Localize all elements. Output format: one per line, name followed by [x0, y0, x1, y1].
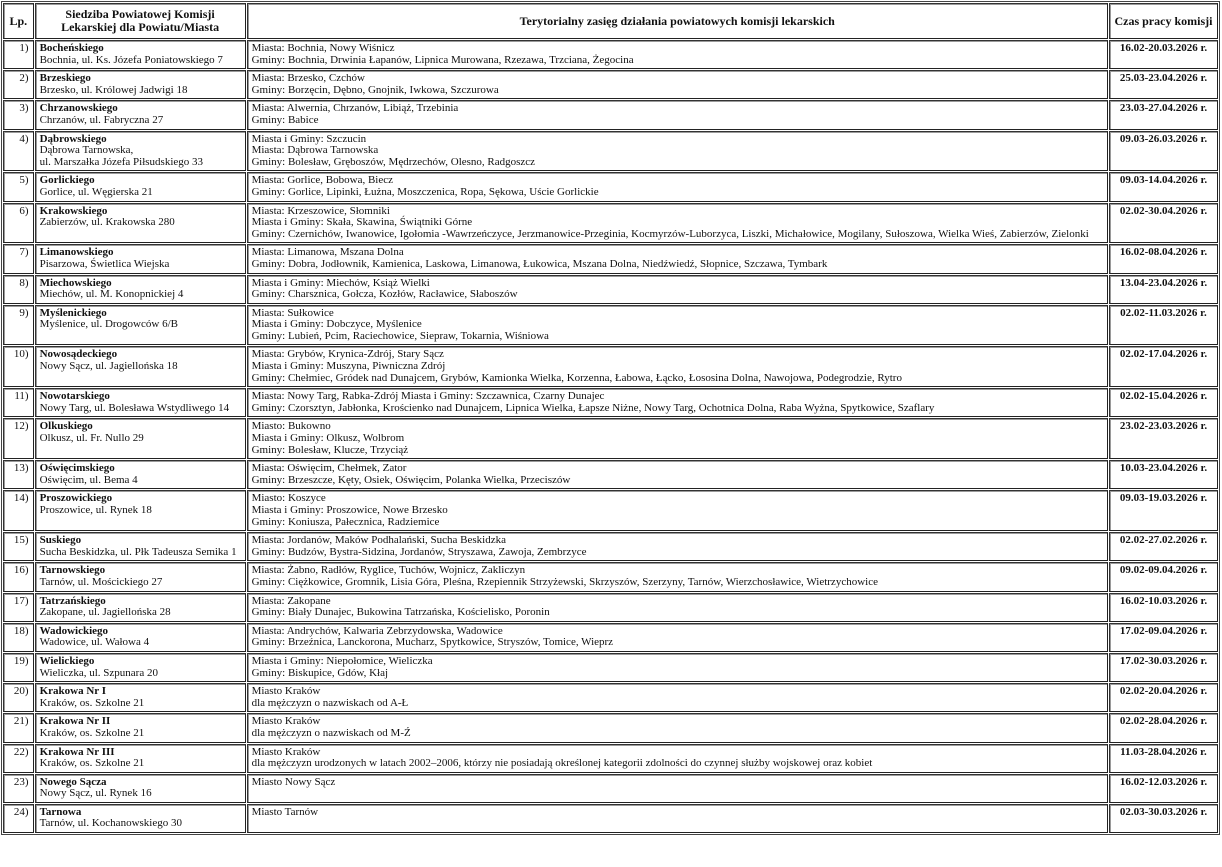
- commission-address: Kraków, os. Szkolne 21: [39, 696, 145, 709]
- row-number: 3): [3, 100, 34, 129]
- commission-address-line2: ul. Marszałka Józefa Piłsudskiego 33: [39, 155, 204, 168]
- scope-line: Miasta i Gminy: Proszowice, Nowe Brzesko: [251, 504, 448, 516]
- scope-line: Miasta: Jordanów, Maków Podhalański, Sucha Beskidzka: [251, 534, 506, 547]
- territorial-scope: [247, 172, 1108, 201]
- commission-address: Wieliczka, ul. Szpunara 20: [39, 666, 158, 679]
- commission-address: Kraków, os. Szkolne 21: [39, 726, 145, 739]
- row-number: 20): [3, 683, 34, 712]
- working-period: 02.02-27.02.2026 r.: [1109, 532, 1218, 561]
- territorial-scope: [247, 244, 1108, 273]
- commission-address: Dąbrowa Tarnowska,: [39, 144, 134, 157]
- scope-line: Miasto Kraków: [251, 715, 321, 728]
- commission-seat: [35, 100, 246, 129]
- commission-name: Limanowskiego: [39, 246, 114, 259]
- scope-line: Miasta: Limanowa, Mszana Dolna: [251, 246, 404, 259]
- commission-address: Kraków, os. Szkolne 21: [39, 757, 145, 770]
- commission-address: Olkusz, ul. Fr. Nullo 29: [39, 432, 144, 445]
- scope-line: Miasta: Bochnia, Nowy Wiśnicz: [251, 42, 395, 54]
- row-number: 10): [3, 346, 34, 387]
- row-number: 4): [3, 131, 34, 172]
- commission-address: Miechów, ul. M. Konopnickiej 4: [39, 288, 184, 301]
- header-row: [3, 3, 1218, 39]
- scope-line: Miasta i Gminy: Olkusz, Wolbrom: [251, 432, 405, 445]
- scope-line: Miasta: Żabno, Radłów, Ryglice, Tuchów, Wojnicz, Zakliczyn: [251, 564, 526, 577]
- scope-line: Gminy: Gorlice, Lipinki, Łużna, Moszczenica, Ropa, Sękowa, Uście Gorlickie: [251, 185, 599, 198]
- commission-seat: [35, 623, 246, 652]
- commission-name: Nowotarskiego: [39, 390, 110, 403]
- row-number: 24): [3, 804, 34, 833]
- scope-line: Miasta: Grybów, Krynica-Zdrój, Stary Sącz: [251, 348, 444, 361]
- scope-line: Gminy: Chełmiec, Gródek nad Dunajcem, Grybów, Kamionka Wielka, Korzenna, Łabowa, Łącko, Łososina Dolna, Nawojowa, Podegrodzie, Rytro: [251, 371, 902, 384]
- scope-line: Miasto Nowy Sącz: [251, 775, 336, 788]
- commission-seat: [35, 744, 246, 773]
- commission-seat: [35, 460, 246, 489]
- scope-line: Miasta: Sułkowice: [251, 306, 334, 319]
- scope-line: Miasta i Gminy: Niepołomice, Wieliczka: [251, 654, 433, 667]
- commission-address: Tarnów, ul. Kochanowskiego 30: [39, 817, 182, 830]
- commission-name: Dąbrowskiego: [39, 132, 107, 145]
- commission-seat: [35, 562, 246, 591]
- commission-seat: [35, 532, 246, 561]
- header-time: Czas pracy komisji: [1109, 3, 1218, 39]
- working-period: 16.02-10.03.2026 r.: [1109, 593, 1218, 622]
- commission-name: Krakowskiego: [39, 204, 108, 217]
- table-row: [3, 593, 1218, 622]
- scope-line: Miasto Tarnów: [251, 805, 319, 818]
- commission-seat: [35, 70, 246, 99]
- scope-line: Miasta i Gminy: Skała, Skawina, Świątniki Górne: [251, 216, 473, 229]
- working-period: 09.02-09.04.2026 r.: [1109, 562, 1218, 591]
- row-number: 5): [3, 172, 34, 201]
- working-period: 25.03-23.04.2026 r.: [1109, 70, 1218, 99]
- territorial-scope: [247, 460, 1108, 489]
- commission-address: Oświęcim, ul. Bema 4: [39, 473, 138, 486]
- header-seat-line2: Lekarskiej dla Powiatu/Miasta: [61, 20, 220, 34]
- table-row: [3, 490, 1218, 531]
- commission-seat: [35, 804, 246, 833]
- working-period: 11.03-28.04.2026 r.: [1109, 744, 1218, 773]
- header-seat: [35, 3, 246, 39]
- commission-seat: [35, 40, 246, 69]
- scope-line: Miasta: Nowy Targ, Rabka-Zdrój Miasta i Gminy: Szczawnica, Czarny Dunajec: [251, 390, 605, 403]
- scope-line: Miasta: Alwernia, Chrzanów, Libiąż, Trzebinia: [251, 102, 459, 115]
- commission-address: Zabierzów, ul. Krakowska 280: [39, 216, 175, 229]
- scope-line: dla mężczyzn o nazwiskach od A-Ł: [251, 696, 409, 709]
- working-period: 13.04-23.04.2026 r.: [1109, 275, 1218, 304]
- commission-seat: [35, 713, 246, 742]
- scope-line: Miasta i Gminy: Miechów, Książ Wielki: [251, 276, 430, 289]
- commission-address: Tarnów, ul. Mościckiego 27: [39, 575, 163, 588]
- working-period: 02.02-28.04.2026 r.: [1109, 713, 1218, 742]
- scope-line: Miasta i Gminy: Muszyna, Piwniczna Zdrój: [251, 360, 446, 373]
- scope-line: Gminy: Bochnia, Drwinia Łapanów, Lipnica Murowana, Rzezawa, Trzciana, Żegocina: [251, 53, 634, 66]
- commission-address: Nowy Targ, ul. Bolesława Wstydliwego 14: [39, 401, 230, 414]
- commission-name: Krakowa Nr II: [39, 715, 111, 728]
- commission-name: Tarnowa: [39, 805, 82, 818]
- commission-name: Miechowskiego: [39, 276, 112, 289]
- row-number: 8): [3, 275, 34, 304]
- working-period: 10.03-23.04.2026 r.: [1109, 460, 1218, 489]
- row-number: 23): [3, 774, 34, 803]
- scope-line: Gminy: Borzęcin, Dębno, Gnojnik, Iwkowa, Szczurowa: [251, 83, 499, 96]
- territorial-scope: [247, 346, 1108, 387]
- commission-seat: [35, 683, 246, 712]
- scope-line: Miasta: Andrychów, Kalwaria Zebrzydowska, Wadowice: [251, 624, 503, 637]
- scope-line: Miasta i Gminy: Szczucin: [251, 132, 367, 145]
- row-number: 22): [3, 744, 34, 773]
- commission-seat: [35, 418, 246, 459]
- table-row: [3, 70, 1218, 99]
- commission-seat: [35, 203, 246, 244]
- scope-line: Miasta i Gminy: Dobczyce, Myślenice: [251, 318, 422, 331]
- working-period: 02.02-20.04.2026 r.: [1109, 683, 1218, 712]
- commission-seat: [35, 774, 246, 803]
- territorial-scope: [247, 532, 1108, 561]
- commission-name: Bocheńskiego: [39, 42, 104, 54]
- scope-line: Gminy: Dobra, Jodłownik, Kamienica, Laskowa, Limanowa, Łukowica, Mszana Dolna, Niedźwiedź, Słopnice, Szczawa, Tymbark: [251, 257, 828, 270]
- scope-line: Miasta: Gorlice, Bobowa, Biecz: [251, 174, 394, 187]
- territorial-scope: [247, 683, 1108, 712]
- commission-name: Wadowickiego: [39, 624, 109, 637]
- commission-seat: [35, 490, 246, 531]
- scope-line: dla mężczyzn urodzonych w latach 2002–2006, którzy nie posiadają określonej kategorii zdolności do czynnej służby wojskowej oraz kobiet: [251, 757, 873, 770]
- commission-address: Bochnia, ul. Ks. Józefa Poniatowskiego 7: [39, 53, 223, 66]
- commission-seat: [35, 172, 246, 201]
- commission-address: Zakopane, ul. Jagiellońska 28: [39, 606, 171, 619]
- commission-address: Brzesko, ul. Królowej Jadwigi 18: [39, 83, 188, 96]
- table-row: [3, 275, 1218, 304]
- table-row: [3, 562, 1218, 591]
- scope-line: Miasta: Zakopane: [251, 594, 331, 607]
- working-period: 02.02-11.03.2026 r.: [1109, 305, 1218, 346]
- commission-name: Tatrzańskiego: [39, 594, 106, 607]
- scope-line: Gminy: Brzeszcze, Kęty, Osiek, Oświęcim, Polanka Wielka, Przeciszów: [251, 473, 571, 486]
- table-row: [3, 460, 1218, 489]
- commission-name: Krakowa Nr III: [39, 745, 115, 758]
- territorial-scope: [247, 490, 1108, 531]
- row-number: 6): [3, 203, 34, 244]
- scope-line: Gminy: Brzeźnica, Lanckorona, Mucharz, Spytkowice, Stryszów, Tomice, Wieprz: [251, 636, 614, 649]
- working-period: 16.02-08.04.2026 r.: [1109, 244, 1218, 273]
- working-period: 23.02-23.03.2026 r.: [1109, 418, 1218, 459]
- table-row: [3, 40, 1218, 69]
- scope-line: Gminy: Biały Dunajec, Bukowina Tatrzańska, Kościelisko, Poronin: [251, 606, 550, 619]
- commission-address: Gorlice, ul. Węgierska 21: [39, 185, 153, 198]
- commission-address: Myślenice, ul. Drogowców 6/B: [39, 318, 178, 331]
- table-row: [3, 653, 1218, 682]
- commission-name: Krakowa Nr I: [39, 685, 106, 698]
- commission-address: Nowy Sącz, ul. Jagiellońska 18: [39, 360, 178, 373]
- commission-seat: [35, 131, 246, 172]
- commission-name: Gorlickiego: [39, 174, 95, 187]
- working-period: 02.02-17.04.2026 r.: [1109, 346, 1218, 387]
- working-period: 09.03-26.03.2026 r.: [1109, 131, 1218, 172]
- commission-address: Sucha Beskidzka, ul. Płk Tadeusza Semika 1: [39, 545, 237, 558]
- row-number: 1): [3, 40, 34, 69]
- row-number: 19): [3, 653, 34, 682]
- commission-address: Pisarzowa, Świetlica Wiejska: [39, 257, 170, 270]
- commission-name: Myślenickiego: [39, 306, 107, 319]
- territorial-scope: [247, 653, 1108, 682]
- table-row: [3, 172, 1218, 201]
- scope-line: Gminy: Czorsztyn, Jabłonka, Krościenko nad Dunajcem, Lipnica Wielka, Łapsze Niżne, Nowy Targ, Ochotnica Dolna, Raba Wyżna, Spytkowice, Szaflary: [251, 401, 935, 414]
- commission-name: Oświęcimskiego: [39, 462, 115, 475]
- header-scope: Terytorialny zasięg działania powiatowych komisji lekarskich: [247, 3, 1108, 39]
- working-period: 17.02-30.03.2026 r.: [1109, 653, 1218, 682]
- table-row: [3, 744, 1218, 773]
- territorial-scope: [247, 131, 1108, 172]
- commission-name: Wielickiego: [39, 654, 95, 667]
- table-body: [3, 40, 1218, 833]
- working-period: 02.03-30.03.2026 r.: [1109, 804, 1218, 833]
- territorial-scope: [247, 418, 1108, 459]
- table-row: [3, 244, 1218, 273]
- commission-name: Tarnowskiego: [39, 564, 106, 577]
- working-period: 17.02-09.04.2026 r.: [1109, 623, 1218, 652]
- working-period: 23.03-27.04.2026 r.: [1109, 100, 1218, 129]
- commission-name: Nowego Sącza: [39, 775, 107, 788]
- territorial-scope: [247, 305, 1108, 346]
- table-row: [3, 532, 1218, 561]
- territorial-scope: [247, 623, 1108, 652]
- scope-line: Miasto: Koszyce: [251, 492, 326, 505]
- territorial-scope: [247, 744, 1108, 773]
- working-period: 16.02-12.03.2026 r.: [1109, 774, 1218, 803]
- scope-line: Gminy: Ciężkowice, Gromnik, Lisia Góra, Pleśna, Rzepiennik Strzyżewski, Skrzyszów, Szerzyny, Tarnów, Wierzchosławice, Wietrzychowice: [251, 575, 878, 588]
- commission-name: Olkuskiego: [39, 420, 93, 433]
- territorial-scope: [247, 388, 1108, 417]
- table-row: [3, 713, 1218, 742]
- working-period: 02.02-30.04.2026 r.: [1109, 203, 1218, 244]
- commissions-table: [1, 1, 1220, 835]
- commission-seat: [35, 593, 246, 622]
- commission-name: Suskiego: [39, 534, 82, 547]
- scope-line: Gminy: Czernichów, Iwanowice, Igołomia -Wawrzeńczyce, Jerzmanowice-Przeginia, Kocmyrzów-Luborzyca, Liszki, Michałowice, Mogilany, Sułoszowa, Wielka Wieś, Zabierzów, Zielonki: [251, 227, 1089, 240]
- territorial-scope: [247, 713, 1108, 742]
- territorial-scope: [247, 275, 1108, 304]
- table-row: [3, 683, 1218, 712]
- scope-line: Miasta: Oświęcim, Chełmek, Zator: [251, 462, 407, 475]
- working-period: 16.02-20.03.2026 r.: [1109, 40, 1218, 69]
- row-number: 13): [3, 460, 34, 489]
- row-number: 14): [3, 490, 34, 531]
- table-row: [3, 388, 1218, 417]
- commission-seat: [35, 244, 246, 273]
- commission-address: Wadowice, ul. Wałowa 4: [39, 636, 150, 649]
- commission-address: Nowy Sącz, ul. Rynek 16: [39, 787, 152, 800]
- scope-line: Gminy: Bolesław, Gręboszów, Mędrzechów, Olesno, Radgoszcz: [251, 155, 536, 168]
- scope-line: Gminy: Koniusza, Pałecznica, Radziemice: [251, 515, 440, 528]
- scope-line: Miasta: Brzesko, Czchów: [251, 72, 365, 85]
- territorial-scope: [247, 203, 1108, 244]
- table-row: [3, 418, 1218, 459]
- scope-line: Miasta: Dąbrowa Tarnowska: [251, 144, 379, 157]
- commission-seat: [35, 305, 246, 346]
- commission-seat: [35, 275, 246, 304]
- table-row: [3, 346, 1218, 387]
- row-number: 18): [3, 623, 34, 652]
- scope-line: Miasta: Krzeszowice, Słomniki: [251, 204, 390, 217]
- working-period: 02.02-15.04.2026 r.: [1109, 388, 1218, 417]
- territorial-scope: [247, 774, 1108, 803]
- scope-line: Gminy: Budzów, Bystra-Sidzina, Jordanów, Stryszawa, Zawoja, Zembrzyce: [251, 545, 587, 558]
- table-row: [3, 100, 1218, 129]
- commission-name: Chrzanowskiego: [39, 102, 118, 115]
- row-number: 16): [3, 562, 34, 591]
- territorial-scope: [247, 70, 1108, 99]
- scope-line: Gminy: Charsznica, Gołcza, Kozłów, Racławice, Słaboszów: [251, 288, 518, 301]
- row-number: 15): [3, 532, 34, 561]
- row-number: 11): [3, 388, 34, 417]
- commission-seat: [35, 346, 246, 387]
- working-period: 09.03-14.04.2026 r.: [1109, 172, 1218, 201]
- table-row: [3, 131, 1218, 172]
- row-number: 17): [3, 593, 34, 622]
- row-number: 7): [3, 244, 34, 273]
- table-row: [3, 623, 1218, 652]
- commission-name: Nowosądeckiego: [39, 348, 118, 361]
- scope-line: Gminy: Biskupice, Gdów, Kłaj: [251, 666, 389, 679]
- table-row: [3, 774, 1218, 803]
- commission-seat: [35, 388, 246, 417]
- commission-name: Brzeskiego: [39, 72, 91, 85]
- row-number: 2): [3, 70, 34, 99]
- scope-line: Miasto: Bukowno: [251, 420, 331, 433]
- header-seat-line1: Siedziba Powiatowej Komisji: [65, 7, 215, 21]
- row-number: 9): [3, 305, 34, 346]
- commission-seat: [35, 653, 246, 682]
- row-number: 21): [3, 713, 34, 742]
- scope-line: Miasto Kraków: [251, 685, 321, 698]
- table-row: [3, 305, 1218, 346]
- scope-line: dla mężczyzn o nazwiskach od M-Ź: [251, 726, 411, 739]
- table-row: [3, 203, 1218, 244]
- working-period: 09.03-19.03.2026 r.: [1109, 490, 1218, 531]
- commission-address: Proszowice, ul. Rynek 18: [39, 504, 152, 516]
- territorial-scope: [247, 804, 1108, 833]
- table-row: [3, 804, 1218, 833]
- scope-line: Miasto Kraków: [251, 745, 321, 758]
- commission-address: Chrzanów, ul. Fabryczna 27: [39, 113, 164, 126]
- header-lp: Lp.: [3, 3, 34, 39]
- territorial-scope: [247, 40, 1108, 69]
- commission-name: Proszowickiego: [39, 492, 113, 505]
- scope-line: Gminy: Babice: [251, 113, 319, 126]
- territorial-scope: [247, 100, 1108, 129]
- scope-line: Gminy: Lubień, Pcim, Raciechowice, Siepraw, Tokarnia, Wiśniowa: [251, 329, 549, 342]
- scope-line: Gminy: Bolesław, Klucze, Trzyciąż: [251, 443, 409, 456]
- territorial-scope: [247, 593, 1108, 622]
- territorial-scope: [247, 562, 1108, 591]
- row-number: 12): [3, 418, 34, 459]
